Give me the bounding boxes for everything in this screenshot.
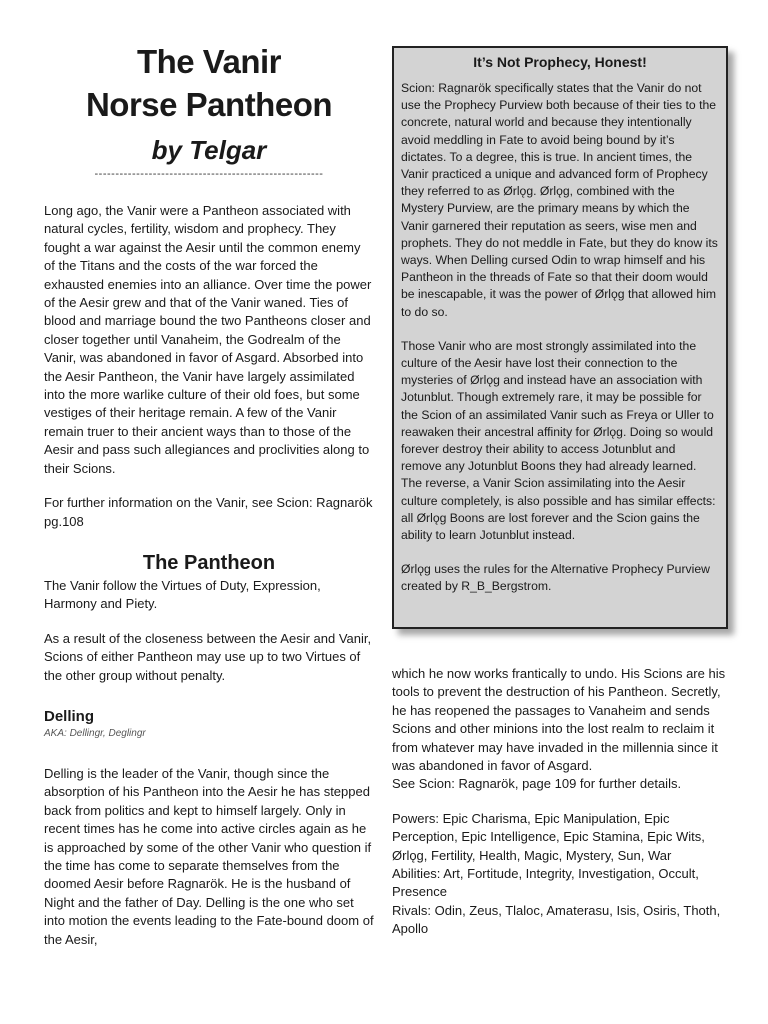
title-divider: ------------------------------------------------------- [94,168,324,180]
right-column [392,46,728,939]
sidebar-paragraph-2: Those Vanir who are most strongly assimilated into the culture of the Aesir have lost their connection to the mysteries of Ørlǫg and instead have an association with Jotunblut. Though extremely rare, it may be possible for the Scion of an assimilated Vanir such as Freya or Uller to reawaken their ancestral affinity for Ørlǫg. Doing so would forever destroy their ability to access Jotunblut and remove any Jotunblut Boons they had already learned. The reverse, a Vanir Scion assimilating into the Aesir culture completely, is also possible and has similar effects: all Ørlǫg Boons are lost forever and the Scion gains the ability to learn Jotunblut instead. [401,338,716,543]
deity-aka: AKA: Dellingr, Deglingr [44,727,146,739]
title-line-1: The Vanir [136,43,282,80]
rivals-line: Rivals: Odin, Zeus, Tlaloc, Amaterasu, Isis, Osiris, Thoth, Apollo [392,902,721,937]
further-info-paragraph: For further information on the Vanir, see Scion: Ragnarök pg.108 [44,495,373,529]
deity-description-part2: which he now works frantically to undo. His Scions are his tools to prevent the destruction of his Pantheon. Secretly, he has reopened the passages to Vanaheim and sends Scions and other minions into the lost realm to reclaim it from whatever may have invaded in the millennia since it was abandoned in favor of Asgard. [392,666,726,774]
sidebar-paragraph-3: Ørlǫg uses the rules for the Alternative Prophecy Purview created by R_B_Bergstrom. [401,562,710,594]
see-also-line: See Scion: Ragnarök, page 109 for further details. [392,776,682,792]
closeness-paragraph: As a result of the closeness between the Aesir and Vanir, Scions of either Pantheon may use up to two Virtues of the other group without penalty. [44,630,372,683]
powers-line: Powers: Epic Charisma, Epic Manipulation, Epic Perception, Epic Intelligence, Epic Stamina, Epic Wits, Ørlǫg, Fertility, Health, Magic, Mystery, Sun, War [392,810,705,863]
sidebar-paragraph-1: Scion: Ragnarök specifically states that the Vanir do not use the Prophecy Purview both because of their ties to the concrete, natural world and because they intentionally avoid meddling in Fate to avoid being bound by it’s dictates. To a degree, this is true. In ancient times, the Vanir practiced a unique and advanced form of Prophecy they referred to as Ørlǫg. Ørlǫg, combined with the Mystery Purview, are the primary means by which the Vanir garnered their reputation as seers, wise men and prophets. They do not meddle in Fate, but they do know its ways. When Delling cursed Odin to wrap himself and his Pantheon in the threads of Fate so that their doom would be inescapable, it was the power of Ørlǫg that allowed him to do so. [401,81,718,319]
page-title [44,40,374,126]
deity-description-part1: Delling is the leader of the Vanir, though since the absorption of his Pantheon into the Aesir he has stepped back from politics and kept to himself largely. Only in recent times has he come into active circles again as he is approached by some of the other Vanir who question if the time has come to separate themselves from the doomed Aesir before Ragnarök. He is the husband of Night and the father of Day. Delling is the one who set into motion the events leading to the Fate-bound doom of the Aesir, [44,765,374,947]
sidebar-title: It’s Not Prophecy, Honest! [473,54,647,70]
deity-name: Delling [44,707,95,725]
virtues-paragraph: The Vanir follow the Virtues of Duty, Expression, Harmony and Piety. [44,577,321,612]
title-line-2: Norse Pantheon [85,86,333,123]
author-byline: by Telgar [151,135,267,165]
intro-paragraph: Long ago, the Vanir were a Pantheon associated with natural cycles, fertility, wisdom and prophecy. They fought a war against the Aesir until the common enemy of the Titans and the costs of the war forced the exhausted enemies into an alliance. Over time the power of the Aesir grew and that of the Vanir waned. Ties of blood and marriage bound the two Pantheons closer and closer together until Vanaheim, the Godrealm of the Vanir, was abandoned in favor of Asgard. Absorbed into the Aesir Pantheon, the Vanir have largely assimilated into the more warlike culture of their old foes, but some vestiges of their heritage remain. A few of the Vanir remain truer to their ancient ways than to those of the Aesir and pass such allegiances and proclivities along to their Scions. [44,203,372,476]
left-column [44,40,374,949]
sidebar-box [392,46,728,629]
abilities-line: Abilities: Art, Fortitude, Integrity, Investigation, Occult, Presence [392,866,699,900]
pantheon-heading: The Pantheon [142,551,276,574]
